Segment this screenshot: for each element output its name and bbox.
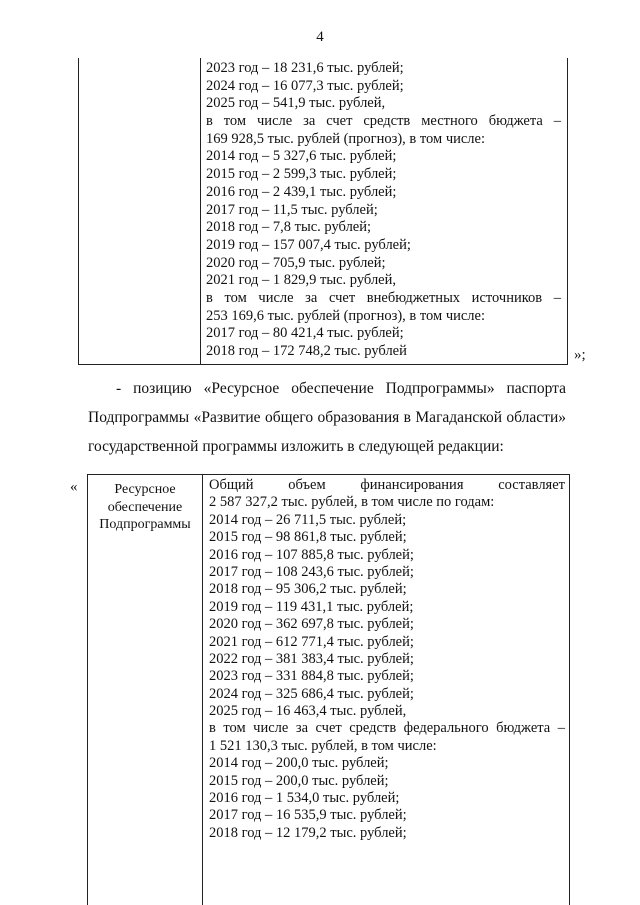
funding-line: 169 928,5 тыс. рублей (прогноз), в том числе: <box>206 130 486 147</box>
funding-line: 2024 год – 325 686,4 тыс. рублей; <box>209 685 414 702</box>
funding-line: 2025 год – 541,9 тыс. рублей, <box>206 95 386 112</box>
funding-line: 2018 год – 95 306,2 тыс. рублей; <box>209 581 407 598</box>
funding-line: 1 521 130,3 тыс. рублей, в том числе: <box>209 737 437 754</box>
funding-line: 2020 год – 362 697,8 тыс. рублей; <box>209 616 414 633</box>
funding-line: 2022 год – 381 383,4 тыс. рублей; <box>209 650 414 667</box>
funding-line: 2015 год – 98 861,8 тыс. рублей; <box>209 529 407 546</box>
funding-line: 2023 год – 18 231,6 тыс. рублей; <box>206 60 404 76</box>
funding-line: 2014 год – 200,0 тыс. рублей; <box>209 755 389 772</box>
opening-quote: « <box>70 479 78 495</box>
funding-line: 2024 год – 16 077,3 тыс. рублей; <box>206 77 404 94</box>
page-number: 4 <box>316 29 324 45</box>
funding-line: 2021 год – 612 771,4 тыс. рублей; <box>209 633 414 650</box>
funding-line: 2023 год – 331 884,8 тыс. рублей; <box>209 668 414 685</box>
label-line: Ресурсное <box>114 482 176 497</box>
paragraph-line: Подпрограммы «Развитие общего образования в Магаданской области» <box>88 409 566 426</box>
funding-line: 2020 год – 705,9 тыс. рублей; <box>206 254 386 271</box>
funding-cell <box>209 477 565 842</box>
paragraph-line: государственной программы изложить в следующей редакции: <box>88 438 504 455</box>
paragraph-line: - позицию «Ресурсное обеспечение Подпрограммы» паспорта <box>116 380 566 397</box>
instruction-paragraph <box>88 374 566 461</box>
column-divider <box>200 58 201 364</box>
label-line: Подпрограммы <box>99 517 191 532</box>
funding-line: 2014 год – 26 711,5 тыс. рублей; <box>209 511 407 528</box>
funding-line: 2017 год – 80 421,4 тыс. рублей; <box>206 325 404 342</box>
funding-line: 2015 год – 200,0 тыс. рублей; <box>209 772 389 789</box>
funding-line: 2018 год – 172 748,2 тыс. рублей <box>206 343 407 359</box>
funding-line: в том числе за счет внебюджетных источников – <box>206 289 561 306</box>
resource-provision-table <box>87 474 570 905</box>
closing-quote: »; <box>574 347 586 363</box>
funding-line: 2017 год – 108 243,6 тыс. рублей; <box>209 563 414 580</box>
funding-line: 2025 год – 16 463,4 тыс. рублей, <box>209 703 407 720</box>
funding-line: в том числе за счет средств федерального бюджета – <box>209 720 565 737</box>
column-divider <box>202 475 203 905</box>
funding-line: 2016 год – 1 534,0 тыс. рублей; <box>209 790 400 807</box>
funding-line: 2019 год – 157 007,4 тыс. рублей; <box>206 236 411 253</box>
funding-cell <box>206 60 561 361</box>
funding-line: 253 169,6 тыс. рублей (прогноз), в том числе: <box>206 307 486 324</box>
funding-line: 2014 год – 5 327,6 тыс. рублей; <box>206 148 397 165</box>
funding-line: 2018 год – 12 179,2 тыс. рублей; <box>209 824 407 841</box>
funding-line: Общий объем финансирования составляет <box>209 477 565 493</box>
funding-line: 2017 год – 16 535,9 тыс. рублей; <box>209 807 407 824</box>
funding-line: 2017 год – 11,5 тыс. рублей; <box>206 201 378 218</box>
funding-line: 2016 год – 2 439,1 тыс. рублей; <box>206 183 397 200</box>
funding-line: 2016 год – 107 885,8 тыс. рублей; <box>209 546 414 563</box>
resource-label-cell <box>88 481 202 534</box>
funding-line: 2018 год – 7,8 тыс. рублей; <box>206 219 372 236</box>
label-line: обеспечение <box>107 499 183 515</box>
funding-line: 2 587 327,2 тыс. рублей, в том числе по годам: <box>209 494 495 511</box>
funding-line: в том числе за счет средств местного бюджета – <box>206 113 561 130</box>
funding-line: 2019 год – 119 431,1 тыс. рублей; <box>209 598 414 615</box>
funding-table-continued <box>78 58 568 365</box>
funding-line: 2015 год – 2 599,3 тыс. рублей; <box>206 166 397 183</box>
funding-line: 2021 год – 1 829,9 тыс. рублей, <box>206 272 397 289</box>
